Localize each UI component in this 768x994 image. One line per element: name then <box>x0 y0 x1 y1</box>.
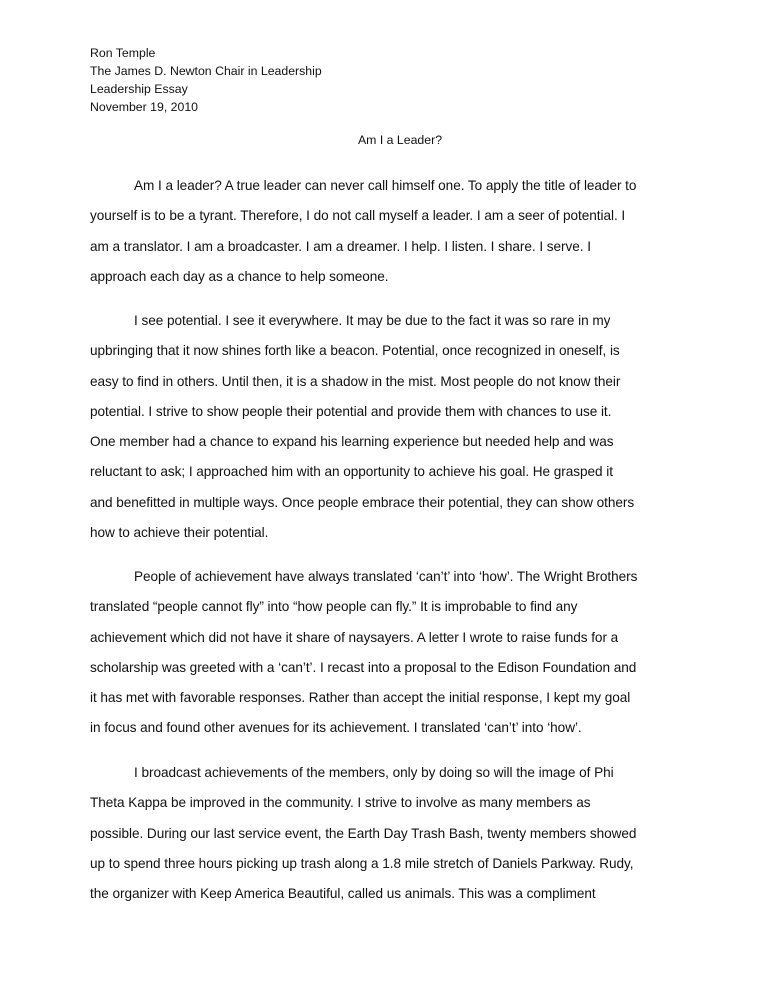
essay-header <box>90 44 322 116</box>
paragraph-line: People of achievement have always translated ‘can’t’ into ‘how’. The Wright Brothers <box>134 569 638 584</box>
paragraph-line: how to achieve their potential. <box>90 525 269 541</box>
essay-title: Am I a Leader? <box>357 133 443 147</box>
paragraph-3 <box>90 562 680 744</box>
paragraph-line: Am I a leader? A true leader can never call himself one. To apply the title of leader to <box>134 178 637 193</box>
paragraph-line: scholarship was greeted with a ‘can’t’. I recast into a proposal to the Edison Foundation and <box>90 659 637 675</box>
paragraph-line: One member had a chance to expand his learning experience but needed help and was <box>90 434 614 450</box>
document-type: Leadership Essay <box>90 82 188 96</box>
chair-title: The James D. Newton Chair in Leadership <box>90 64 322 78</box>
paragraph-line: I see potential. I see it everywhere. It may be due to the fact it was so rare in my <box>134 313 611 328</box>
paragraph-line: and benefitted in multiple ways. Once people embrace their potential, they can show others <box>90 494 635 510</box>
paragraph-2 <box>90 306 680 548</box>
paragraph-line: Theta Kappa be improved in the community. I strive to involve as many members as <box>90 795 591 811</box>
paragraph-line: yourself is to be a tyrant. Therefore, I do not call myself a leader. I am a seer of potential. I <box>90 208 626 224</box>
author-name: Ron Temple <box>90 46 156 60</box>
paragraph-line: easy to find in others. Until then, it is a shadow in the mist. Most people do not know their <box>90 373 621 389</box>
paragraph-line: in focus and found other avenues for its achievement. I translated ‘can’t’ into ‘how’. <box>90 720 582 736</box>
paragraph-line: potential. I strive to show people their potential and provide them with chances to use it. <box>90 403 612 419</box>
paragraph-1 <box>90 171 680 292</box>
paragraph-4 <box>90 758 680 909</box>
paragraph-line: the organizer with Keep America Beautiful, called us animals. This was a compliment <box>90 886 596 902</box>
paragraph-line: it has met with favorable responses. Rather than accept the initial response, I kept my goal <box>90 690 631 706</box>
paragraph-line: upbringing that it now shines forth like a beacon. Potential, once recognized in oneself, is <box>90 343 620 359</box>
paragraph-line: translated “people cannot fly” into “how people can fly.” It is improbable to find any <box>90 599 578 615</box>
paragraph-line: up to spend three hours picking up trash along a 1.8 mile stretch of Daniels Parkway. Rudy, <box>90 855 634 871</box>
essay-title-row <box>0 131 768 149</box>
essay-date: November 19, 2010 <box>90 100 199 114</box>
paragraph-line: achievement which did not have it share of naysayers. A letter I wrote to raise funds for a <box>90 629 619 645</box>
paragraph-line: reluctant to ask; I approached him with an opportunity to achieve his goal. He grasped it <box>90 464 613 480</box>
paragraph-line: possible. During our last service event, the Earth Day Trash Bash, twenty members showed <box>90 825 637 841</box>
paragraph-line: I broadcast achievements of the members, only by doing so will the image of Phi <box>134 765 614 780</box>
paragraph-line: am a translator. I am a broadcaster. I am a dreamer. I help. I listen. I share. I serve. I <box>90 238 591 254</box>
paragraph-line: approach each day as a chance to help someone. <box>90 268 389 284</box>
